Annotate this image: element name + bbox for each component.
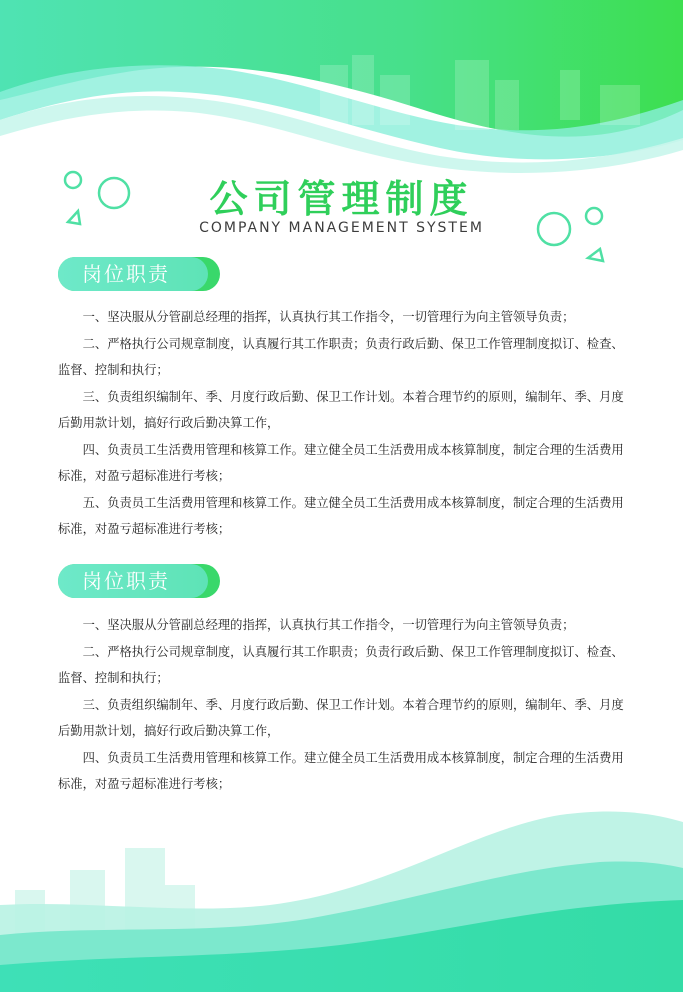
section-heading-2 (58, 564, 220, 598)
bottom-wave (0, 811, 683, 992)
section-body-1 (58, 304, 628, 543)
page-title: 公司管理制度 (209, 177, 474, 221)
section-heading-label: 岗位职责 (58, 257, 208, 291)
top-wave (0, 0, 683, 173)
section-body-2 (58, 612, 628, 798)
page-subtitle: COMPANY MANAGEMENT SYSTEM (199, 220, 484, 236)
paragraph: 一、坚决服从分管副总经理的指挥，认真执行其工作指令，一切管理行为向主管领导负责； (82, 310, 575, 324)
paragraph: 三、负责组织编制年、季、月度行政后勤、保卫工作计划。本着合理节约的原则，编制年、季、月度后勤用款计划，搞好行政后勤决算工作， (58, 389, 624, 430)
section-heading-1 (58, 257, 220, 291)
paragraph: 二、严格执行公司规章制度，认真履行其工作职责；负责行政后勤、保卫工作管理制度拟订、检查、监督、控制和执行； (58, 336, 624, 377)
section-heading-label: 岗位职责 (58, 564, 208, 598)
paragraph: 二、严格执行公司规章制度，认真履行其工作职责；负责行政后勤、保卫工作管理制度拟订、检查、监督、控制和执行； (58, 644, 624, 685)
paragraph: 四、负责员工生活费用管理和核算工作。建立健全员工生活费用成本核算制度，制定合理的生活费用标准，对盈亏超标准进行考核； (58, 750, 624, 791)
paragraph: 三、负责组织编制年、季、月度行政后勤、保卫工作计划。本着合理节约的原则，编制年、季、月度后勤用款计划，搞好行政后勤决算工作， (58, 697, 624, 738)
paragraph: 五、负责员工生活费用管理和核算工作。建立健全员工生活费用成本核算制度，制定合理的生活费用标准，对盈亏超标准进行考核； (58, 495, 624, 536)
paragraph: 四、负责员工生活费用管理和核算工作。建立健全员工生活费用成本核算制度，制定合理的生活费用标准，对盈亏超标准进行考核； (58, 442, 624, 483)
paragraph: 一、坚决服从分管副总经理的指挥，认真执行其工作指令，一切管理行为向主管领导负责； (82, 618, 575, 632)
